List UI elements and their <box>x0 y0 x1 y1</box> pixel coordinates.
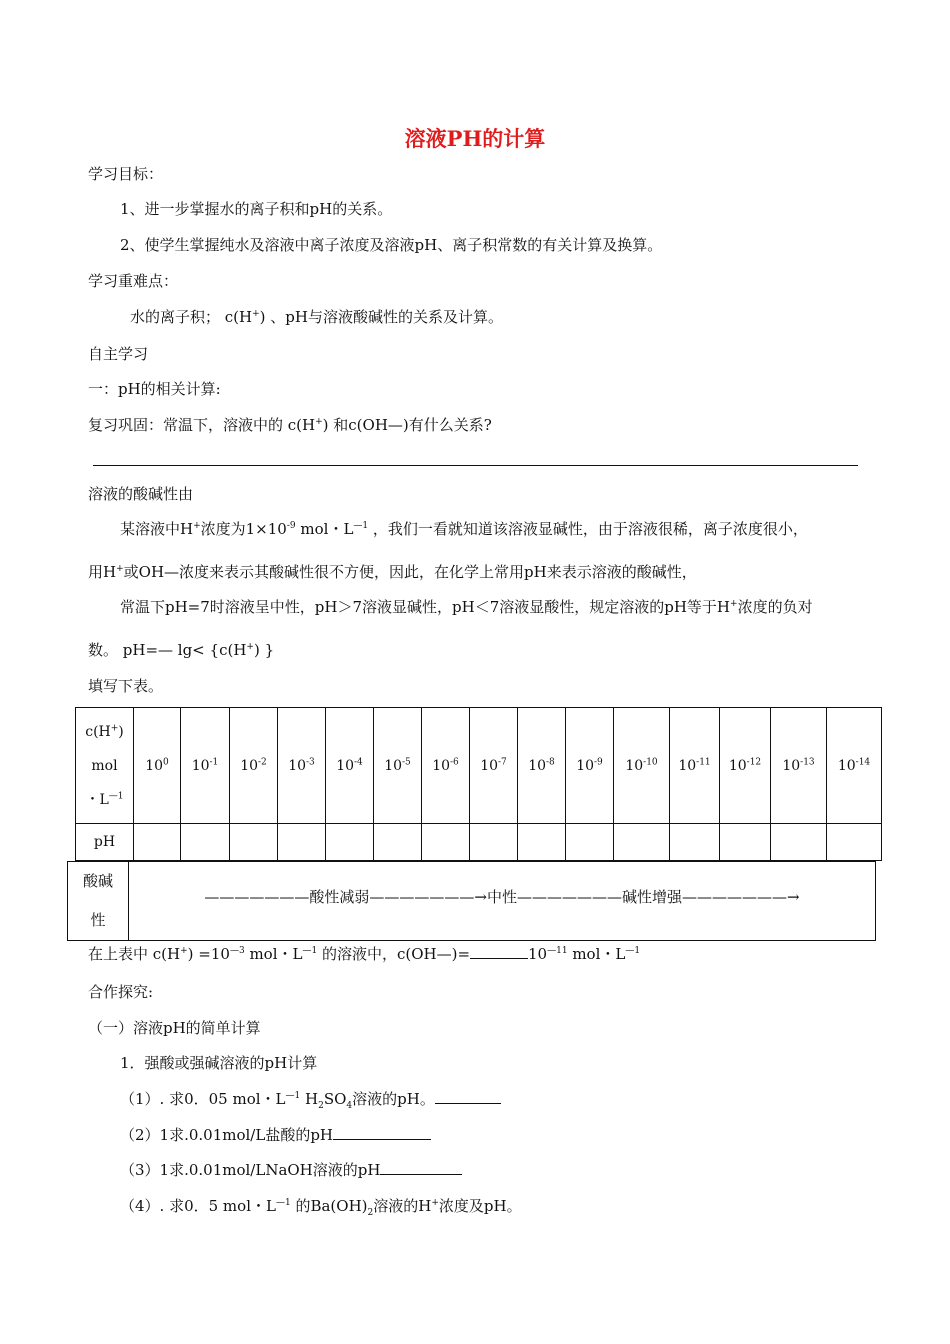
concentration-header <box>76 708 134 824</box>
ph-table <box>75 707 882 861</box>
ph-input-cell[interactable] <box>518 824 566 861</box>
question-part: （1）. 求0．05 mol・L <box>120 1090 286 1108</box>
self-study-heading: 自主学习 <box>88 345 149 363</box>
conc-base: 10 <box>782 757 801 774</box>
key-text-part: 水的离子积； c(H <box>130 308 253 326</box>
conc-exponent: -14 <box>855 756 871 767</box>
conc-exponent: -7 <box>498 756 507 767</box>
acidity-label <box>68 862 129 940</box>
ph-input-cell[interactable] <box>566 824 614 861</box>
conc-exponent: 0 <box>163 756 169 767</box>
conc-base: 10 <box>191 757 210 774</box>
conc-base: 10 <box>528 757 547 774</box>
superscript: + <box>180 946 188 956</box>
conc-cell <box>614 708 670 824</box>
header-line: mol <box>91 757 118 774</box>
question-part: SO <box>323 1090 347 1108</box>
answer-blank[interactable] <box>435 1089 501 1104</box>
paragraph-4 <box>88 640 274 660</box>
superscript: —1 <box>625 946 641 956</box>
question-part: 10 <box>528 945 548 963</box>
conc-cell <box>278 708 326 824</box>
para-part: mol・L <box>295 520 354 538</box>
goal-1: 1、进一步掌握水的离子积和pH的关系。 <box>120 200 393 218</box>
question-part: （2）1求.0.01mol/L盐酸的pH <box>120 1126 334 1144</box>
superscript: —1 <box>275 1198 291 1208</box>
question-part: ) =10 <box>187 945 230 963</box>
conc-exponent: -11 <box>696 756 711 767</box>
ph-input-cell[interactable] <box>827 824 882 861</box>
review-question <box>88 415 492 435</box>
header-part: c(H <box>85 723 111 740</box>
answer-blank[interactable] <box>380 1160 462 1175</box>
superscript: + <box>252 309 260 319</box>
ph-input-cell[interactable] <box>134 824 181 861</box>
question-part: 的Ba(OH) <box>290 1197 368 1215</box>
para-part: 浓度为1×10 <box>200 520 287 538</box>
conc-cell <box>566 708 614 824</box>
question-part: 的溶液中，c(OH—)= <box>317 945 471 963</box>
conc-cell <box>326 708 374 824</box>
ph-input-cell[interactable] <box>374 824 422 861</box>
conc-cell <box>518 708 566 824</box>
question-part: 浓度及pH。 <box>438 1197 522 1215</box>
question-part: 溶液的H <box>373 1197 432 1215</box>
conc-base: 10 <box>480 757 499 774</box>
superscript: —1 <box>285 1091 301 1101</box>
superscript: + <box>246 642 254 652</box>
conc-exponent: -13 <box>800 756 815 767</box>
header-part: ) <box>118 723 124 740</box>
conc-cell <box>134 708 181 824</box>
ph-input-cell[interactable] <box>771 824 827 861</box>
conc-cell <box>230 708 278 824</box>
paragraph-3 <box>120 597 813 617</box>
table-question <box>88 944 640 964</box>
goal-2: 2、使学生掌握纯水及溶液中离子浓度及溶液pH、离子积常数的有关计算及换算。 <box>120 236 663 254</box>
conc-base: 10 <box>145 757 164 774</box>
concentration-row <box>76 708 882 824</box>
ph-input-cell[interactable] <box>181 824 230 861</box>
conc-cell <box>422 708 470 824</box>
conc-exponent: -5 <box>402 756 411 767</box>
question-part: 溶液的pH。 <box>352 1090 435 1108</box>
para-part: 某溶液中H <box>120 520 194 538</box>
para-part: 数。 pH=— lg< {c(H <box>88 641 247 659</box>
review-part: ) 和c(OH—)有什么关系? <box>322 416 492 434</box>
conc-exponent: -6 <box>450 756 459 767</box>
conc-exponent: -8 <box>546 756 555 767</box>
superscript: —11 <box>547 946 568 956</box>
ph-input-cell[interactable] <box>278 824 326 861</box>
conc-base: 10 <box>678 757 697 774</box>
question-1 <box>120 1089 501 1109</box>
conc-cell <box>374 708 422 824</box>
superscript: —1 <box>302 946 318 956</box>
subscript: 2 <box>367 1208 374 1218</box>
conc-cell <box>470 708 518 824</box>
page-title: 溶液PH的计算 <box>404 126 546 151</box>
conc-exponent: -9 <box>594 756 603 767</box>
subscript: 2 <box>318 1101 324 1111</box>
conc-exponent: -1 <box>209 756 219 767</box>
conc-exponent: -10 <box>643 756 658 767</box>
acidity-by-text: 溶液的酸碱性由 <box>88 485 194 503</box>
ph-row <box>76 824 882 861</box>
question-4 <box>120 1196 522 1216</box>
conc-exponent: -12 <box>746 756 762 767</box>
acidity-scale-text: ———————酸性减弱———————→中性———————碱性增强———————→ <box>204 888 800 906</box>
ph-input-cell[interactable] <box>670 824 720 861</box>
para-part: 常温下pH=7时溶液呈中性，pH＞7溶液显碱性，pH＜7溶液显酸性，规定溶液的pH等于H <box>120 598 731 616</box>
acidity-label-line: 性 <box>90 911 106 929</box>
question-part: （4）. 求0．5 mol・L <box>120 1197 276 1215</box>
superscript: + <box>110 722 119 733</box>
superscript: + <box>730 599 738 609</box>
ph-input-cell[interactable] <box>422 824 470 861</box>
ph-input-cell[interactable] <box>470 824 518 861</box>
para-part: 用H <box>88 563 117 581</box>
conc-exponent: -4 <box>354 756 363 767</box>
conc-base: 10 <box>432 757 451 774</box>
question-2 <box>120 1125 431 1145</box>
superscript: —3 <box>229 946 245 956</box>
question-3 <box>120 1160 462 1180</box>
ph-input-cell[interactable] <box>720 824 771 861</box>
ph-label: pH <box>76 824 134 861</box>
section-1-heading: 一：pH的相关计算: <box>88 380 221 398</box>
goals-heading: 学习目标： <box>88 165 164 183</box>
question-part: mol・L <box>567 945 626 963</box>
conc-base: 10 <box>288 757 307 774</box>
superscript: —1 <box>108 790 124 801</box>
acidity-row <box>67 861 876 941</box>
conc-cell <box>827 708 882 824</box>
superscript: —1 <box>353 521 369 531</box>
superscript: -9 <box>286 521 296 531</box>
ph-input-cell[interactable] <box>326 824 374 861</box>
conc-cell <box>771 708 827 824</box>
question-part: （3）1求.0.01mol/LNaOH溶液的pH <box>120 1161 381 1179</box>
header-part: ・L <box>85 791 109 808</box>
para-part: ) } <box>253 641 275 659</box>
conc-cell <box>181 708 230 824</box>
question-part: 在上表中 c(H <box>88 945 181 963</box>
para-part: 浓度的负对 <box>737 598 813 616</box>
question-part: mol・L <box>244 945 303 963</box>
ph-input-cell[interactable] <box>614 824 670 861</box>
key-text-part: ) 、pH与溶液酸碱性的关系及计算。 <box>259 308 503 326</box>
subsection-1-heading: （一）溶液pH的简单计算 <box>88 1019 261 1037</box>
paragraph-1 <box>120 519 808 539</box>
key-points-text <box>130 307 503 327</box>
fill-table-instruction: 填写下表。 <box>88 677 164 695</box>
header-line <box>76 715 133 749</box>
conc-cell <box>720 708 771 824</box>
superscript: + <box>315 417 323 427</box>
conc-base: 10 <box>336 757 355 774</box>
answer-blank[interactable] <box>333 1125 431 1140</box>
para-part: ，我们一看就知道该溶液显碱性，由于溶液很稀，离子浓度很小， <box>368 520 808 538</box>
conc-base: 10 <box>384 757 403 774</box>
answer-line <box>93 465 858 466</box>
answer-blank[interactable] <box>470 944 528 959</box>
subscript: 4 <box>346 1101 353 1111</box>
key-points-heading: 学习重难点： <box>88 272 179 290</box>
header-line <box>76 783 133 817</box>
paragraph-2 <box>88 562 697 582</box>
item-1-heading: 1．强酸或强碱溶液的pH计算 <box>120 1054 318 1072</box>
conc-base: 10 <box>625 757 644 774</box>
conc-base: 10 <box>837 757 856 774</box>
ph-input-cell[interactable] <box>230 824 278 861</box>
superscript: + <box>193 521 201 531</box>
cooperative-heading: 合作探究: <box>88 983 154 1001</box>
question-part: H <box>300 1090 319 1108</box>
para-part: 或OH—浓度来表示其酸碱性很不方便，因此，在化学上常用pH来表示溶液的酸碱性， <box>123 563 697 581</box>
acidity-label-line: 酸碱 <box>82 872 113 890</box>
review-part: 复习巩固：常温下，溶液中的 c(H <box>88 416 316 434</box>
conc-exponent: -3 <box>306 756 315 767</box>
superscript: + <box>116 564 124 574</box>
conc-base: 10 <box>576 757 595 774</box>
conc-exponent: -2 <box>258 756 267 767</box>
conc-base: 10 <box>240 757 259 774</box>
superscript: + <box>431 1198 439 1208</box>
conc-cell <box>670 708 720 824</box>
conc-base: 10 <box>728 757 747 774</box>
